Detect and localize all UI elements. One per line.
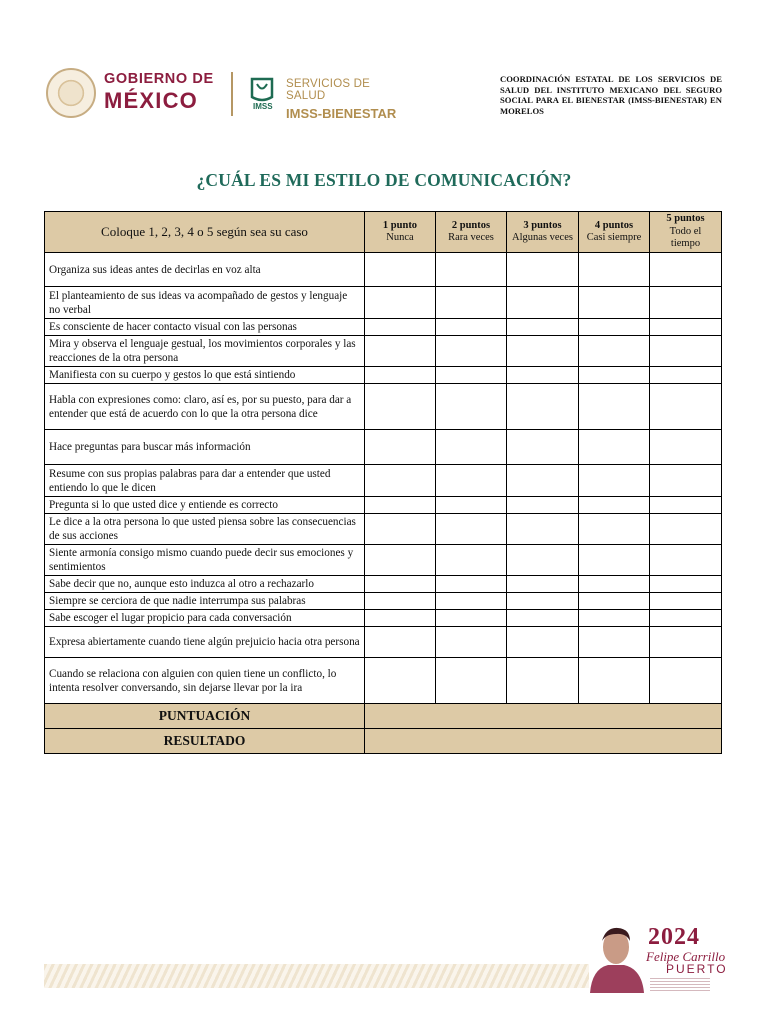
question-text: Siempre se cerciora de que nadie interrumpa sus palabras bbox=[45, 593, 365, 610]
score-cell[interactable] bbox=[507, 430, 579, 465]
score-cell[interactable] bbox=[436, 514, 507, 545]
table-row bbox=[45, 319, 722, 336]
score-cell[interactable] bbox=[507, 319, 579, 336]
score-header bbox=[365, 212, 436, 253]
table-row bbox=[45, 610, 722, 627]
score-cell[interactable] bbox=[365, 336, 436, 367]
score-cell[interactable] bbox=[507, 593, 579, 610]
decorative-band bbox=[44, 964, 589, 988]
score-points: 2 puntos bbox=[451, 219, 491, 231]
score-cell[interactable] bbox=[436, 384, 507, 430]
question-text: Pregunta si lo que usted dice y entiende es correcto bbox=[45, 497, 365, 514]
question-text: Mira y observa el lenguaje gestual, los movimientos corporales y las reacciones de la otra persona bbox=[45, 336, 365, 367]
puerto-text: PUERTO bbox=[666, 962, 728, 976]
score-cell[interactable] bbox=[650, 465, 722, 497]
question-text: Organiza sus ideas antes de decirlas en voz alta bbox=[45, 253, 365, 287]
felipe-carrillo-text: Felipe Carrillo bbox=[646, 949, 726, 964]
score-cell[interactable] bbox=[436, 545, 507, 576]
score-cell[interactable] bbox=[365, 545, 436, 576]
question-text: Manifiesta con su cuerpo y gestos lo que está sintiendo bbox=[45, 367, 365, 384]
score-cell[interactable] bbox=[579, 336, 650, 367]
score-cell[interactable] bbox=[365, 319, 436, 336]
table-row bbox=[45, 384, 722, 430]
score-cell[interactable] bbox=[365, 497, 436, 514]
question-text: El planteamiento de sus ideas va acompañado de gestos y lenguaje no verbal bbox=[45, 287, 365, 319]
result-cell[interactable] bbox=[365, 729, 722, 754]
score-header bbox=[579, 212, 650, 253]
question-text: Habla con expresiones como: claro, así es, por su puesto, para dar a entender que está de acuerdo con lo que la otra persona dice bbox=[45, 384, 365, 430]
score-cell[interactable] bbox=[507, 253, 579, 287]
question-text: Siente armonía consigo mismo cuando puede decir sus emociones y sentimientos bbox=[45, 545, 365, 576]
portrait-illustration bbox=[586, 921, 646, 993]
table-row bbox=[45, 627, 722, 658]
score-cell[interactable] bbox=[507, 384, 579, 430]
score-cell[interactable] bbox=[650, 319, 722, 336]
imss-text: IMSS bbox=[253, 102, 273, 111]
score-cell[interactable] bbox=[579, 253, 650, 287]
score-cell[interactable] bbox=[579, 287, 650, 319]
score-cell[interactable] bbox=[507, 287, 579, 319]
question-text: Sabe escoger el lugar propicio para cada conversación bbox=[45, 610, 365, 627]
score-cell[interactable] bbox=[650, 253, 722, 287]
coordination-heading: COORDINACIÓN ESTATAL DE LOS SERVICIOS DE SALUD DEL INSTITUTO MEXICANO DEL SEGURO SOCIAL PARA EL BIENESTAR (IMSS-BIENESTAR) EN MORELOS bbox=[500, 74, 722, 116]
score-cell[interactable] bbox=[436, 627, 507, 658]
score-cell[interactable] bbox=[579, 465, 650, 497]
question-rows bbox=[45, 253, 722, 704]
score-cell[interactable] bbox=[650, 384, 722, 430]
score-header bbox=[436, 212, 507, 253]
score-cell[interactable] bbox=[365, 610, 436, 627]
score-cell[interactable] bbox=[650, 287, 722, 319]
score-cell[interactable] bbox=[507, 497, 579, 514]
score-cell[interactable] bbox=[436, 593, 507, 610]
score-points: 3 puntos bbox=[523, 219, 562, 231]
national-seal-icon bbox=[46, 68, 96, 118]
score-cell[interactable] bbox=[507, 610, 579, 627]
table-row bbox=[45, 497, 722, 514]
question-text: Expresa abiertamente cuando tiene algún prejuicio hacia otra persona bbox=[45, 627, 365, 658]
score-cell[interactable] bbox=[436, 465, 507, 497]
question-text: Resume con sus propias palabras para dar a entender que usted entiendo lo que le dicen bbox=[45, 465, 365, 497]
score-cell[interactable] bbox=[436, 610, 507, 627]
score-cell[interactable] bbox=[579, 576, 650, 593]
score-cell[interactable] bbox=[579, 593, 650, 610]
score-points: 4 puntos bbox=[594, 219, 634, 231]
score-cell[interactable] bbox=[436, 658, 507, 704]
survey-table bbox=[44, 211, 722, 754]
total-row bbox=[45, 704, 722, 729]
page-title: ¿CUÁL ES MI ESTILO DE COMUNICACIÓN? bbox=[196, 170, 572, 190]
score-cell[interactable] bbox=[650, 593, 722, 610]
score-cell[interactable] bbox=[365, 658, 436, 704]
score-cell[interactable] bbox=[436, 497, 507, 514]
question-text: Hace preguntas para buscar más información bbox=[45, 430, 365, 465]
gobierno-line2: MÉXICO bbox=[104, 87, 198, 113]
year-2024: 2024 bbox=[648, 924, 700, 950]
score-cell[interactable] bbox=[507, 336, 579, 367]
table-row bbox=[45, 336, 722, 367]
table-row bbox=[45, 367, 722, 384]
score-cell[interactable] bbox=[650, 627, 722, 658]
score-cell[interactable] bbox=[365, 384, 436, 430]
score-cell[interactable] bbox=[436, 336, 507, 367]
score-cell[interactable] bbox=[650, 658, 722, 704]
score-points: 5 puntos bbox=[666, 213, 705, 225]
score-label: Nunca bbox=[386, 232, 414, 243]
score-cell[interactable] bbox=[650, 497, 722, 514]
score-cell[interactable] bbox=[650, 514, 722, 545]
servicios-line2: IMSS-BIENESTAR bbox=[286, 106, 397, 121]
score-cell[interactable] bbox=[365, 514, 436, 545]
table-row bbox=[45, 514, 722, 545]
score-cell[interactable] bbox=[507, 576, 579, 593]
score-points: 1 punto bbox=[382, 219, 418, 231]
table-row bbox=[45, 287, 722, 319]
score-cell[interactable] bbox=[579, 545, 650, 576]
score-cell[interactable] bbox=[436, 287, 507, 319]
gobierno-de-mexico-logo bbox=[104, 72, 214, 112]
score-cell[interactable] bbox=[650, 610, 722, 627]
header-logos bbox=[44, 66, 404, 122]
score-cell[interactable] bbox=[650, 430, 722, 465]
table-row bbox=[45, 545, 722, 576]
logo-fine-print-decoration bbox=[650, 978, 710, 992]
table-row bbox=[45, 658, 722, 704]
score-cell[interactable] bbox=[436, 430, 507, 465]
score-cell[interactable] bbox=[579, 497, 650, 514]
table-row bbox=[45, 465, 722, 497]
score-cell[interactable] bbox=[579, 430, 650, 465]
score-cell[interactable] bbox=[579, 658, 650, 704]
score-cell[interactable] bbox=[507, 545, 579, 576]
score-cell[interactable] bbox=[365, 367, 436, 384]
table-row bbox=[45, 576, 722, 593]
table-row bbox=[45, 430, 722, 465]
score-cell[interactable] bbox=[650, 367, 722, 384]
gobierno-line1: GOBIERNO DE bbox=[104, 71, 214, 87]
table-row bbox=[45, 253, 722, 287]
score-cell[interactable] bbox=[365, 465, 436, 497]
score-cell[interactable] bbox=[365, 627, 436, 658]
score-cell[interactable] bbox=[507, 627, 579, 658]
score-cell[interactable] bbox=[579, 514, 650, 545]
score-cell[interactable] bbox=[365, 576, 436, 593]
score-cell[interactable] bbox=[650, 576, 722, 593]
score-cell[interactable] bbox=[436, 253, 507, 287]
score-cell[interactable] bbox=[579, 384, 650, 430]
result-row bbox=[45, 729, 722, 754]
logo-divider bbox=[231, 72, 233, 116]
score-cell[interactable] bbox=[365, 593, 436, 610]
score-cell[interactable] bbox=[650, 336, 722, 367]
score-cell[interactable] bbox=[365, 430, 436, 465]
score-header bbox=[650, 212, 722, 253]
score-label: Todo el tiempo bbox=[669, 225, 702, 250]
score-cell[interactable] bbox=[436, 319, 507, 336]
servicios-de-salud-logo bbox=[286, 79, 404, 120]
score-cell[interactable] bbox=[436, 367, 507, 384]
score-header bbox=[507, 212, 579, 253]
score-cell[interactable] bbox=[436, 576, 507, 593]
score-cell[interactable] bbox=[365, 253, 436, 287]
score-cell[interactable] bbox=[579, 319, 650, 336]
score-cell[interactable] bbox=[365, 287, 436, 319]
score-cell[interactable] bbox=[579, 367, 650, 384]
total-score-cell[interactable] bbox=[365, 704, 722, 729]
score-cell[interactable] bbox=[507, 465, 579, 497]
instruction-header: Coloque 1, 2, 3, 4 o 5 según sea su caso bbox=[45, 212, 365, 253]
score-cell[interactable] bbox=[579, 627, 650, 658]
score-cell[interactable] bbox=[507, 367, 579, 384]
score-cell[interactable] bbox=[650, 545, 722, 576]
total-label: PUNTUACIÓN bbox=[45, 704, 365, 729]
score-label: Algunas veces bbox=[512, 232, 573, 243]
question-text: Le dice a la otra persona lo que usted piensa sobre las consecuencias de sus acciones bbox=[45, 514, 365, 545]
score-cell[interactable] bbox=[507, 658, 579, 704]
score-label: Rara veces bbox=[448, 232, 494, 243]
question-text: Sabe decir que no, aunque esto induzca al otro a rechazarlo bbox=[45, 576, 365, 593]
question-text: Cuando se relaciona con alguien con quien tiene un conflicto, lo intenta resolver conversando, sin dejarse llevar por la ira bbox=[45, 658, 365, 704]
score-cell[interactable] bbox=[507, 514, 579, 545]
score-label: Casi siempre bbox=[586, 232, 642, 243]
result-label: RESULTADO bbox=[45, 729, 365, 754]
table-row bbox=[45, 593, 722, 610]
question-text: Es consciente de hacer contacto visual con las personas bbox=[45, 319, 365, 336]
table-header-row bbox=[45, 212, 722, 253]
servicios-line1: SERVICIOS DE SALUD bbox=[286, 78, 370, 102]
score-cell[interactable] bbox=[579, 610, 650, 627]
